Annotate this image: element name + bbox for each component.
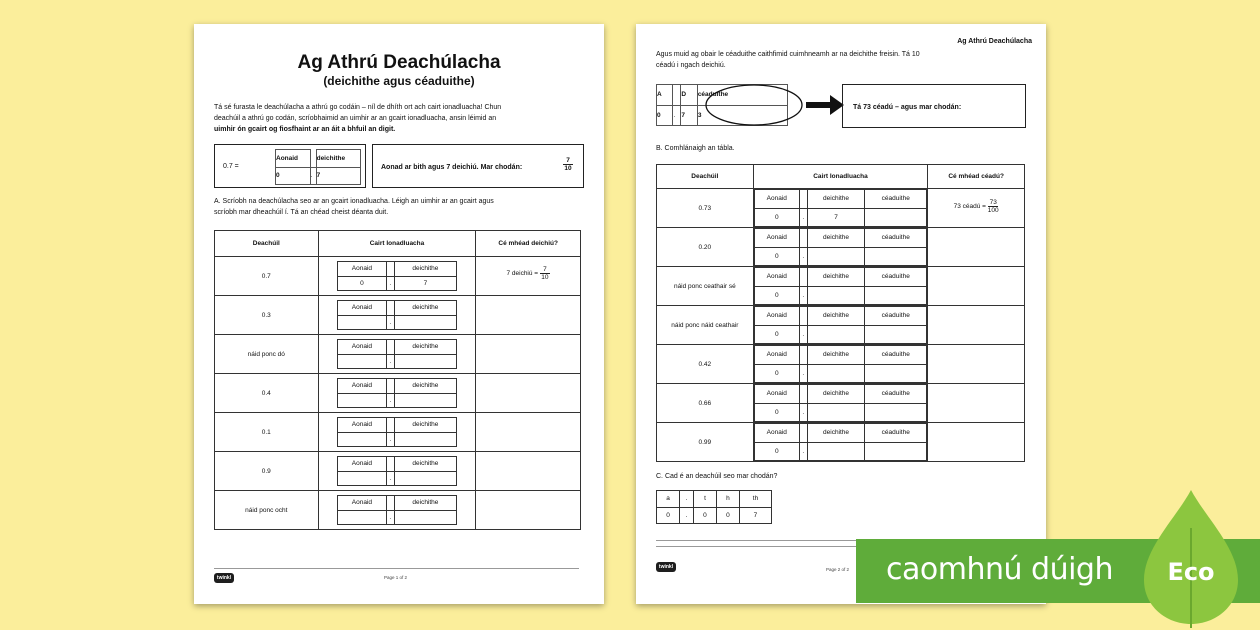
hundredths-value[interactable] <box>865 442 927 461</box>
small-table-header: a <box>657 491 680 508</box>
tenths-value[interactable] <box>394 354 456 369</box>
units-value[interactable]: 0 <box>754 247 799 266</box>
diagram-result-text: Tá 73 céadú – agus mar chodán: <box>853 104 962 111</box>
small-table-value: . <box>680 507 694 524</box>
hundredths-value[interactable] <box>865 364 927 383</box>
units-header: Aonaid <box>754 346 799 365</box>
diagram-place-value-chart: A D céaduithe 0 . 7 3 <box>656 84 788 126</box>
tenths-header: deichithe <box>807 346 864 365</box>
units-header: Aonaid <box>337 418 386 433</box>
decimal-label: 0.42 <box>657 345 754 384</box>
hundredths-value[interactable] <box>865 286 927 305</box>
task-a-line-2: scríobh mar dheachúil í. Tá an chéad cheist déanta duit. <box>214 209 389 216</box>
worksheet-page-1 <box>194 24 604 604</box>
small-table-value: 0 <box>657 507 680 524</box>
page-title: Ag Athrú Deachúlacha <box>297 52 501 73</box>
fraction-denominator: 10 <box>541 274 549 281</box>
units-value[interactable] <box>337 315 386 330</box>
decimal-label: 0.20 <box>657 228 754 267</box>
tenths-value[interactable] <box>394 471 456 486</box>
tenths-value[interactable] <box>394 432 456 447</box>
page-number: Page 1 of 2 <box>384 575 408 580</box>
decimal-label: náid ponc dó <box>215 335 319 374</box>
decimal-label: 0.9 <box>215 452 319 491</box>
units-value[interactable]: 0 <box>754 286 799 305</box>
small-table-header: th <box>739 491 771 508</box>
diagram-tenths-header: D <box>681 85 697 106</box>
example-units-header: Aonaid <box>276 150 311 168</box>
example-decimal-point: . <box>310 167 316 185</box>
hundredths-header: céaduithe <box>865 346 927 365</box>
hundredths-value[interactable] <box>865 403 927 422</box>
answer-text: 73 céadú = <box>953 203 986 211</box>
table-row: 0.3 Aonaid deichithe . <box>215 296 581 335</box>
table-row: 0.9 Aonaid deichithe . <box>215 452 581 491</box>
small-table-value: 0 <box>716 507 739 524</box>
table-row: 0.99 Aonaid deichithe céaduithe 0 . <box>657 423 1025 462</box>
table-row: 0.73 Aonaid deichithe céaduithe 0 . 7 73 céadú = $\frac{73}{100}$ <box>657 189 1025 228</box>
answer-cell[interactable] <box>476 374 581 413</box>
fraction-denominator: 10 <box>564 165 572 172</box>
header-decimal: Deachúil <box>657 165 754 189</box>
example-units-value: 0 <box>276 167 311 185</box>
table-row: 0.1 Aonaid deichithe . <box>215 413 581 452</box>
answer-cell[interactable] <box>928 423 1025 462</box>
units-header: Aonaid <box>337 379 386 394</box>
example-fraction <box>563 157 573 172</box>
hundredths-value[interactable] <box>865 247 927 266</box>
units-header: Aonaid <box>337 340 386 355</box>
tenths-header: deichithe <box>807 307 864 326</box>
table-row: náid ponc ocht Aonaid deichithe . <box>215 491 581 530</box>
decimal-label: 0.3 <box>215 296 319 335</box>
answer-text: 7 deichiú = <box>506 270 539 278</box>
answer-cell[interactable] <box>476 296 581 335</box>
units-header: Aonaid <box>754 190 799 209</box>
table-row: 0.42 Aonaid deichithe céaduithe 0 . <box>657 345 1025 384</box>
tenths-header: deichithe <box>807 190 864 209</box>
task-c: C. Cad é an deachúil seo mar chodán? <box>656 473 778 480</box>
diagram-units-value: 0 <box>657 105 673 126</box>
small-table-header: . <box>680 491 694 508</box>
example-tenths-value: 7 <box>316 167 360 185</box>
hundredths-header: céaduithe <box>865 190 927 209</box>
table-row: 0.20 Aonaid deichithe céaduithe 0 . <box>657 228 1025 267</box>
fraction-numerator: 73 <box>989 199 997 206</box>
table-row: 0.7 Aonaid deichithe 0 . 7 7 deichiú = $\frac{7}{10}$ <box>215 257 581 296</box>
tenths-header: deichithe <box>807 229 864 248</box>
answer-cell[interactable] <box>928 267 1025 306</box>
intro-line-1: Tá sé furasta le deachúlacha a athrú go codáin – níl de dhíth ort ach cairt ionadluacha! Chun <box>214 104 502 111</box>
task-a-line-1: A. Scríobh na deachúlacha seo ar an gcairt ionadluacha. Léigh an uimhir ar an gcairt agus <box>214 198 494 205</box>
diagram-result-box <box>842 84 1026 128</box>
tenths-value[interactable] <box>807 364 864 383</box>
page-subtitle: (deichithe agus céaduithe) <box>323 74 475 88</box>
example-value: 0.7 = <box>223 163 239 170</box>
tenths-value[interactable] <box>807 247 864 266</box>
small-place-value-table <box>656 490 772 524</box>
example-place-value-chart <box>275 149 361 185</box>
diagram-tenths-value: 7 <box>681 105 697 126</box>
diagram-units-header: A <box>657 85 673 106</box>
tenths-value[interactable] <box>807 403 864 422</box>
page-number: Page 2 of 2 <box>826 567 850 572</box>
units-value[interactable]: 0 <box>754 442 799 461</box>
fraction-numerator: 7 <box>543 266 547 273</box>
header-how-many: Cé mhéad céadú? <box>928 165 1025 189</box>
intro-line-3: uimhir ón gcairt og fiosfhaint ar an áit a bhfuil an digit. <box>214 126 396 133</box>
example-explanation: Aonad ar bith agus 7 deichiú. Mar chodán: <box>381 164 523 171</box>
hundredths-table <box>656 164 1025 462</box>
decimal-label: náid ponc ceathair sé <box>657 267 754 306</box>
decimal-label: 0.66 <box>657 384 754 423</box>
decimal-label: 0.7 <box>215 257 319 296</box>
header-how-many: Cé mhéad deichiú? <box>476 231 581 257</box>
tenths-header: deichithe <box>807 385 864 404</box>
diagram-hundredths-header: céaduithe <box>697 85 787 106</box>
tenths-value[interactable] <box>807 286 864 305</box>
units-header: Aonaid <box>754 268 799 287</box>
tenths-value[interactable] <box>807 442 864 461</box>
hundredths-header: céaduithe <box>865 385 927 404</box>
hundredths-value[interactable] <box>865 208 927 227</box>
answer-cell[interactable] <box>928 228 1025 267</box>
small-table-value: 0 <box>693 507 716 524</box>
tenths-value[interactable]: 7 <box>807 208 864 227</box>
footer-logo: twinkl <box>214 573 234 583</box>
units-value[interactable] <box>337 432 386 447</box>
decimal-label: 0.4 <box>215 374 319 413</box>
units-value[interactable]: 0 <box>754 325 799 344</box>
tenths-value[interactable] <box>807 325 864 344</box>
tenths-header: deichithe <box>394 457 456 472</box>
hundredths-header: céaduithe <box>865 268 927 287</box>
eco-badge: Eco <box>1167 558 1215 586</box>
answer-cell[interactable] <box>476 257 581 296</box>
table-row: 0.4 Aonaid deichithe . <box>215 374 581 413</box>
intro-line-1: Agus muid ag obair le céaduithe caithfimid cuimhneamh ar na deichithe freisin. Tá 10 <box>656 51 920 58</box>
tenths-value[interactable]: 7 <box>394 276 456 291</box>
tenths-value[interactable] <box>394 510 456 525</box>
page-header-title: Ag Athrú Deachúlacha <box>957 38 1032 45</box>
example-explanation-box <box>372 144 584 188</box>
small-table-value: 7 <box>739 507 771 524</box>
tenths-header: deichithe <box>394 301 456 316</box>
units-header: Aonaid <box>754 424 799 443</box>
hundredths-value[interactable] <box>865 325 927 344</box>
decimal-label: 0.73 <box>657 189 754 228</box>
decimal-label: 0.1 <box>215 413 319 452</box>
diagram-hundredths-value: 3 <box>697 105 787 126</box>
hundredths-header: céaduithe <box>865 424 927 443</box>
eco-label: caomhnú dúigh <box>886 552 1113 587</box>
units-value[interactable] <box>337 471 386 486</box>
header-place-value: Cairt Ionadluacha <box>753 165 928 189</box>
units-value[interactable]: 0 <box>754 208 799 227</box>
tenths-header: deichithe <box>807 424 864 443</box>
units-header: Aonaid <box>337 262 386 277</box>
hundredths-header: céaduithe <box>865 229 927 248</box>
footer-logo: twinkl <box>656 562 676 572</box>
answer-cell[interactable] <box>928 345 1025 384</box>
tenths-header: deichithe <box>394 418 456 433</box>
fraction-numerator: 7 <box>566 157 570 164</box>
example-tenths-header: deichithe <box>316 150 360 168</box>
header-decimal: Deachúil <box>215 231 319 257</box>
table-row: náid ponc dó Aonaid deichithe . <box>215 335 581 374</box>
intro-line-2: céadú i ngach deichiú. <box>656 62 726 69</box>
eco-leaf-icon <box>1136 488 1246 630</box>
decimal-table <box>214 230 581 530</box>
units-value[interactable]: 0 <box>337 276 386 291</box>
fraction-denominator: 100 <box>987 207 999 214</box>
decimal-label: náid ponc ocht <box>215 491 319 530</box>
task-b: B. Comhlánaigh an tábla. <box>656 145 735 152</box>
units-value[interactable] <box>337 510 386 525</box>
tenths-header: deichithe <box>394 340 456 355</box>
units-header: Aonaid <box>754 307 799 326</box>
intro-line-2: deachúil a athrú go codán, scríobhaimid an uimhir ar an gcairt ionadluacha, ansin léimid an <box>214 115 497 122</box>
hundredths-header: céaduithe <box>865 307 927 326</box>
units-header: Aonaid <box>754 229 799 248</box>
worksheet-page-2 <box>636 24 1046 604</box>
decimal-label: náid ponc náid ceathair <box>657 306 754 345</box>
small-table-header: t <box>693 491 716 508</box>
units-value[interactable] <box>337 393 386 408</box>
tenths-value[interactable] <box>394 315 456 330</box>
example-chart-box <box>214 144 366 188</box>
units-header: Aonaid <box>337 457 386 472</box>
table-row: náid ponc ceathair sé Aonaid deichithe céaduithe 0 . <box>657 267 1025 306</box>
tenths-value[interactable] <box>394 393 456 408</box>
tenths-header: deichithe <box>807 268 864 287</box>
units-value[interactable]: 0 <box>754 403 799 422</box>
answer-cell[interactable] <box>928 306 1025 345</box>
decimal-label: 0.99 <box>657 423 754 462</box>
units-header: Aonaid <box>337 301 386 316</box>
answer-cell[interactable] <box>476 413 581 452</box>
tenths-header: deichithe <box>394 496 456 511</box>
small-table-header: h <box>716 491 739 508</box>
answer-cell[interactable] <box>476 335 581 374</box>
tenths-header: deichithe <box>394 379 456 394</box>
table-row: 0.66 Aonaid deichithe céaduithe 0 . <box>657 384 1025 423</box>
units-header: Aonaid <box>337 496 386 511</box>
units-value[interactable] <box>337 354 386 369</box>
header-place-value: Cairt Ionadluacha <box>318 231 476 257</box>
table-row: náid ponc náid ceathair Aonaid deichithe céaduithe 0 . <box>657 306 1025 345</box>
answer-cell[interactable] <box>476 491 581 530</box>
answer-cell[interactable] <box>476 452 581 491</box>
answer-cell[interactable] <box>928 384 1025 423</box>
units-header: Aonaid <box>754 385 799 404</box>
answer-cell[interactable] <box>928 189 1025 228</box>
diagram-highlight-arrow <box>696 79 846 131</box>
tenths-header: deichithe <box>394 262 456 277</box>
units-value[interactable]: 0 <box>754 364 799 383</box>
